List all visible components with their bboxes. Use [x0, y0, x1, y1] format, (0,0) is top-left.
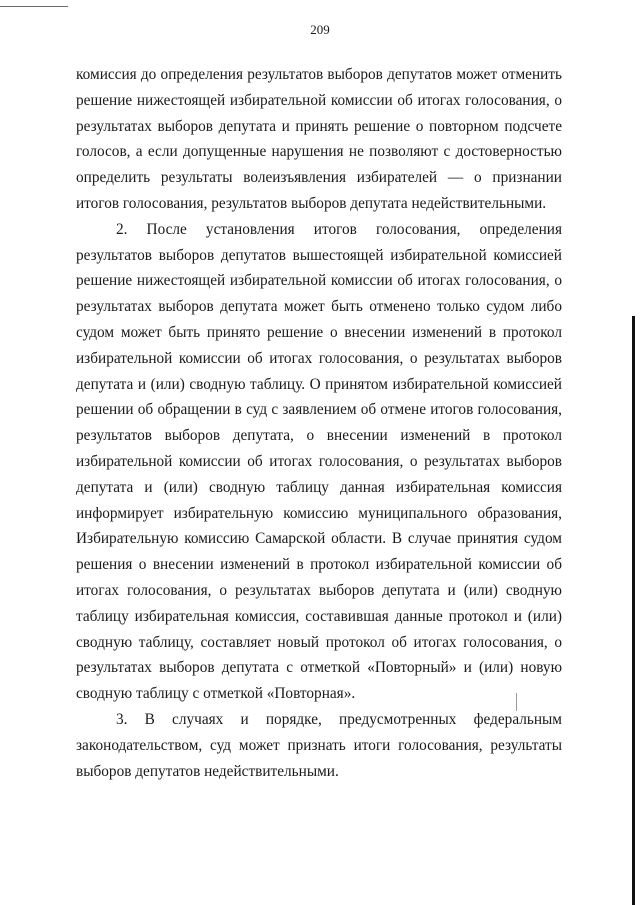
paragraph-item-2: 2. После установления итогов голосования, определения результатов выборов депутатов вышестоящей избирательной комиссией решение нижестоящей избирательной комиссии об итогах голосования, о результатах выборов депутата может быть отменено только судом либо судом может быть принято решение о внесении изменений в протокол избирательной комиссии об итогах голосования, о результатах выборов депутата и (или) сводную таблицу. О принятом избирательной комиссией решении об обращении в суд с заявлением об отмене итогов голосования, результатов выборов депутата, о внесении изменений в протокол избирательной комиссии об итогах голосования, о результатах выборов депутата и (или) сводную таблицу данная избирательная комиссия информирует избирательную комиссию муниципального образования, Избирательную комиссию Самарской области. В случае принятия судом решения о внесении изменений в протокол избирательной комиссии об итогах голосования, о результатах выборов депутата и (или) сводную таблицу избирательная комиссия, составившая данные протокол и (или) сводную таблицу, составляет новый протокол об итогах голосования, о результатах выборов депутата с отметкой «Повторный» и (или) новую сводную таблицу с отметкой «Повторная».	[76, 220, 562, 703]
scan-artifact-mark	[516, 693, 517, 711]
scan-edge-line	[0, 6, 68, 7]
scan-binding-edge	[632, 316, 635, 905]
page-number: 209	[310, 22, 330, 37]
paragraph-continuation: комиссия до определения результатов выборов депутатов может отменить решение нижестоящей избирательной комиссии об итогах голосования, о результатах выборов депутата и принять решение о повторном подсчете голосов, а если допущенные нарушения не позволяют с достоверностью определить результаты волеизъявления избирателей — о признании итогов голосования, результатов выборов депутата недействительными.	[76, 66, 562, 212]
paragraph-item-3: 3. В случаях и порядке, предусмотренных федеральным законодательством, суд может признать итоги голосования, результаты выборов депутатов недействительными.	[76, 710, 562, 780]
document-body	[76, 62, 562, 784]
